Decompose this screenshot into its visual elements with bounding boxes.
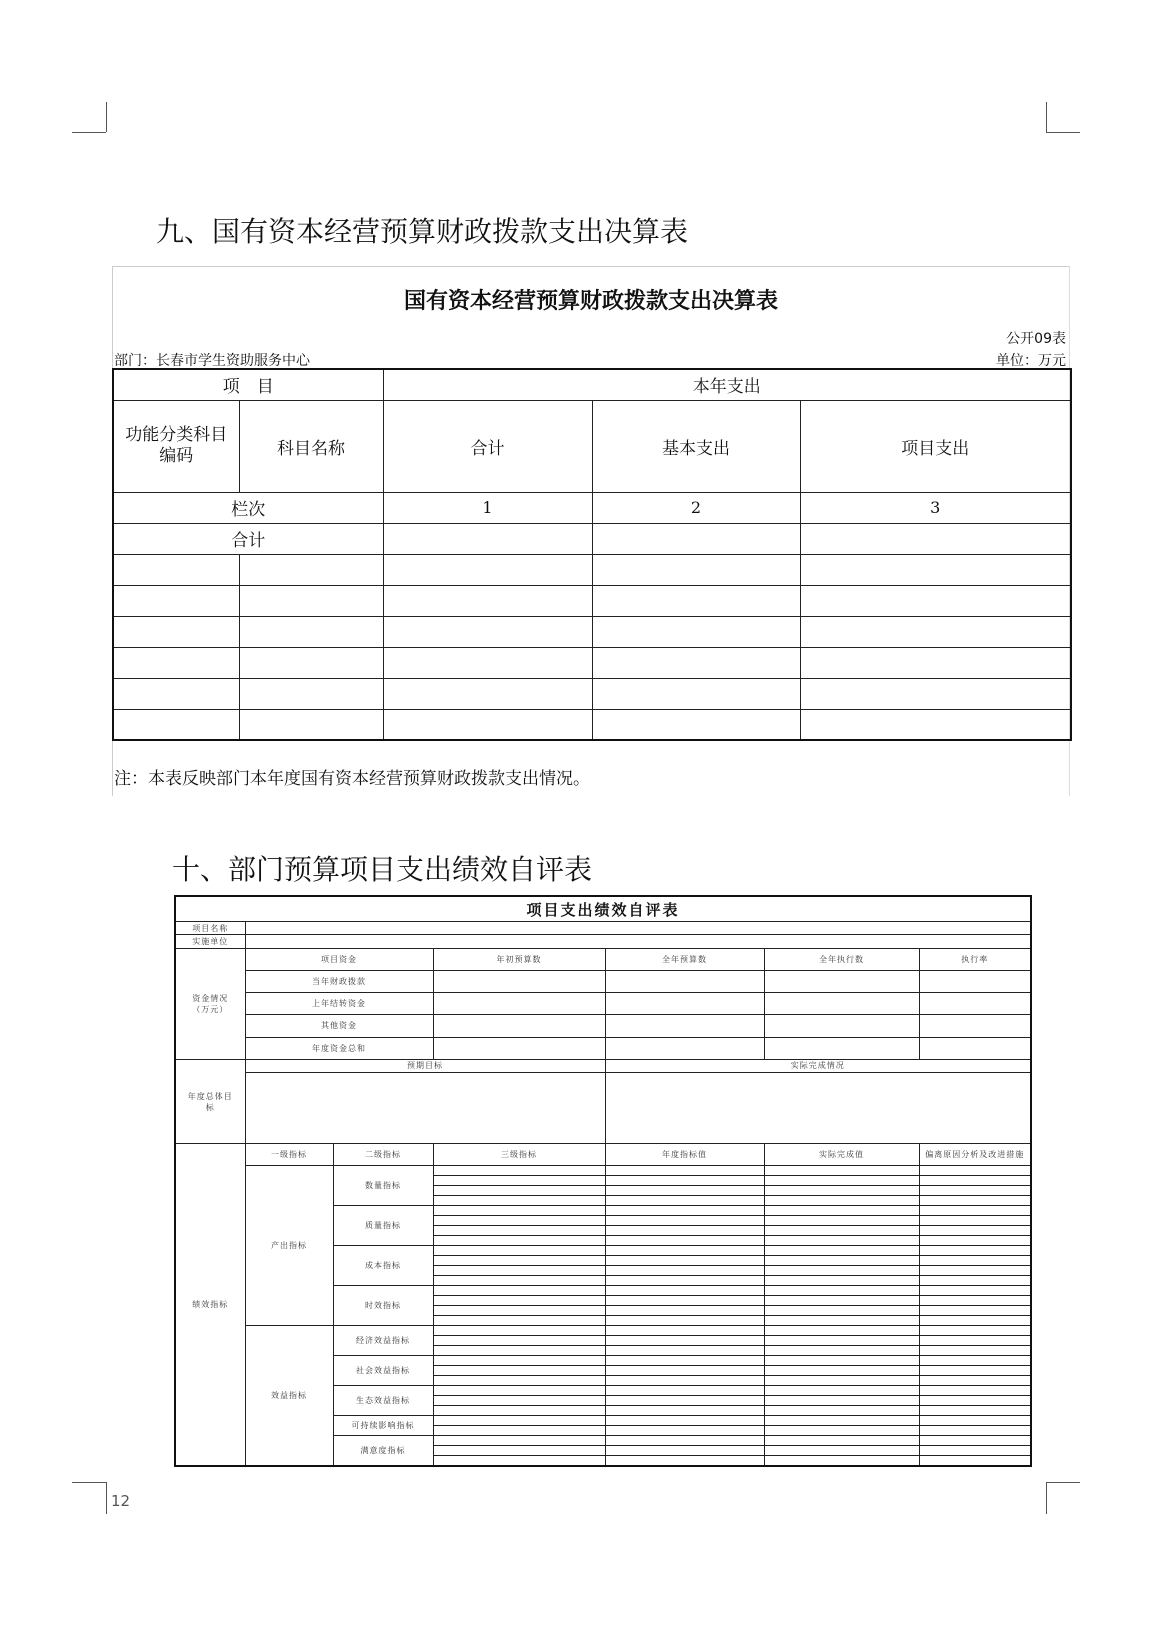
header-project: 项目支出 <box>800 400 1071 492</box>
performance-table-block <box>174 895 1030 1467</box>
funds-row-label: 年度资金总和 <box>245 1037 433 1059</box>
crop-mark <box>1046 1482 1047 1514</box>
output-item: 时效指标 <box>333 1286 433 1326</box>
actual-completion-header: 实际完成情况 <box>605 1059 1031 1072</box>
column-2: 2 <box>592 492 800 523</box>
table-row <box>113 554 1071 585</box>
crop-mark <box>72 132 106 133</box>
table-note: 注：本表反映部门本年度国有资本经营预算财政拨款支出情况。 <box>114 769 590 789</box>
table-row <box>113 616 1071 647</box>
header-name: 科目名称 <box>239 400 383 492</box>
unit-label: 单位：万元 <box>996 353 1066 369</box>
header-year-expense: 本年支出 <box>383 369 1071 400</box>
funds-row-label: 当年财政拨款 <box>245 970 433 992</box>
performance-eval-table <box>174 895 1032 1467</box>
header-basic: 基本支出 <box>592 400 800 492</box>
funds-header: 全年执行数 <box>764 948 919 970</box>
project-name-label: 项目名称 <box>175 922 245 935</box>
output-indicator-label: 产出指标 <box>245 1166 333 1326</box>
column-1: 1 <box>383 492 592 523</box>
crop-mark <box>1046 102 1047 132</box>
funds-header: 全年预算数 <box>605 948 764 970</box>
department-label: 部门：长春市学生资助服务中心 <box>114 353 310 369</box>
section9-heading: 九、国有资本经营预算财政拨款支出决算表 <box>156 215 689 248</box>
goal-label: 年度总体目标 <box>175 1059 245 1143</box>
section10-heading: 十、部门预算项目支出绩效自评表 <box>172 853 593 886</box>
sum-row-label: 合计 <box>113 523 383 554</box>
column-3: 3 <box>800 492 1071 523</box>
funds-row-label: 其他资金 <box>245 1015 433 1037</box>
output-item: 质量指标 <box>333 1206 433 1246</box>
output-item: 成本指标 <box>333 1246 433 1286</box>
funds-label: 资金情况（万元） <box>175 948 245 1059</box>
impl-unit-label: 实施单位 <box>175 935 245 948</box>
page-number: 12 <box>111 1492 131 1510</box>
table-cell <box>592 523 800 554</box>
perf-header: 二级指标 <box>333 1144 433 1166</box>
funds-row-label: 上年结转资金 <box>245 993 433 1015</box>
table-row <box>113 709 1071 740</box>
crop-mark <box>106 102 107 132</box>
crop-mark <box>1046 132 1080 133</box>
table-row <box>113 678 1071 709</box>
perf-label: 绩效指标 <box>175 1144 245 1466</box>
funds-header: 项目资金 <box>245 948 433 970</box>
header-item: 项 目 <box>113 369 383 400</box>
section9-table-block <box>112 266 1070 796</box>
budget-expense-table <box>112 368 1072 741</box>
section9-table-title: 国有资本经营预算财政拨款支出决算表 <box>403 289 778 314</box>
performance-table-title: 项目支出绩效自评表 <box>175 896 1031 922</box>
table-cell <box>383 523 592 554</box>
funds-header: 年初预算数 <box>433 948 605 970</box>
form-number: 公开09表 <box>1006 331 1066 347</box>
funds-header: 执行率 <box>919 948 1031 970</box>
perf-header: 偏离原因分析及改进措施 <box>919 1144 1031 1166</box>
table-row <box>113 647 1071 678</box>
crop-mark <box>1046 1482 1080 1483</box>
header-total: 合计 <box>383 400 592 492</box>
effect-item: 经济效益指标 <box>333 1326 433 1356</box>
expected-goal-header: 预期目标 <box>245 1059 605 1072</box>
output-item: 数量指标 <box>333 1166 433 1206</box>
perf-header: 一级指标 <box>245 1144 333 1166</box>
table-row <box>113 585 1071 616</box>
perf-header: 三级指标 <box>433 1144 605 1166</box>
table-cell <box>800 523 1071 554</box>
crop-mark <box>72 1482 106 1483</box>
effect-item: 生态效益指标 <box>333 1386 433 1416</box>
effect-item: 社会效益指标 <box>333 1356 433 1386</box>
effect-item: 可持续影响指标 <box>333 1416 433 1436</box>
effect-indicator-label: 效益指标 <box>245 1326 333 1466</box>
crop-mark <box>106 1482 107 1514</box>
perf-header: 实际完成值 <box>764 1144 919 1166</box>
effect-item: 满意度指标 <box>333 1436 433 1466</box>
perf-header: 年度指标值 <box>605 1144 764 1166</box>
column-no-label: 栏次 <box>113 492 383 523</box>
header-code: 功能分类科目编码 <box>113 400 239 492</box>
